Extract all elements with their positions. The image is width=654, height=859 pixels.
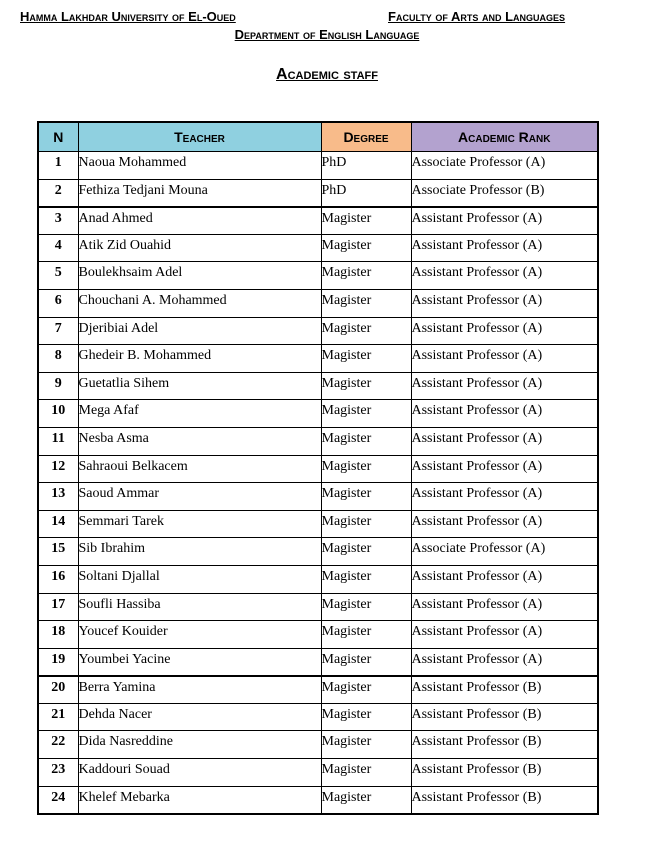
teacher-name: Khelef Mebarka: [78, 786, 321, 814]
row-number: 19: [38, 648, 78, 676]
table-row: [38, 621, 598, 649]
academic-rank-cell: Assistant Professor (A): [411, 400, 598, 428]
table-body: [38, 152, 598, 814]
row-number: 21: [38, 703, 78, 731]
row-number: 12: [38, 455, 78, 483]
row-number: 20: [38, 676, 78, 704]
row-number: 23: [38, 759, 78, 787]
row-number: 14: [38, 510, 78, 538]
table-row: [38, 427, 598, 455]
row-number: 10: [38, 400, 78, 428]
degree-cell: Magister: [321, 400, 411, 428]
table-row: [38, 400, 598, 428]
row-number: 22: [38, 731, 78, 759]
degree-cell: Magister: [321, 483, 411, 511]
academic-rank-cell: Assistant Professor (A): [411, 565, 598, 593]
university-name: Hamma Lakhdar University of El-Oued: [20, 9, 236, 24]
academic-rank-cell: Assistant Professor (B): [411, 786, 598, 814]
academic-rank-cell: Assistant Professor (B): [411, 759, 598, 787]
degree-cell: Magister: [321, 621, 411, 649]
academic-rank-cell: Assistant Professor (A): [411, 621, 598, 649]
degree-cell: Magister: [321, 731, 411, 759]
table-row: [38, 786, 598, 814]
teacher-name: Dida Nasreddine: [78, 731, 321, 759]
row-number: 15: [38, 538, 78, 566]
academic-rank-cell: Assistant Professor (A): [411, 372, 598, 400]
academic-rank-cell: Assistant Professor (A): [411, 317, 598, 345]
column-header-academic-rank: Academic Rank: [411, 122, 598, 152]
table-header-row: [38, 122, 598, 152]
academic-rank-cell: Assistant Professor (A): [411, 207, 598, 235]
row-number: 5: [38, 262, 78, 290]
academic-rank-cell: Associate Professor (B): [411, 179, 598, 207]
teacher-name: Djeribiai Adel: [78, 317, 321, 345]
row-number: 2: [38, 179, 78, 207]
table-row: [38, 152, 598, 180]
degree-cell: Magister: [321, 676, 411, 704]
row-number: 9: [38, 372, 78, 400]
degree-cell: Magister: [321, 510, 411, 538]
row-number: 8: [38, 345, 78, 373]
table-row: [38, 676, 598, 704]
column-header-n: N: [38, 122, 78, 152]
degree-cell: Magister: [321, 648, 411, 676]
academic-rank-cell: Assistant Professor (B): [411, 676, 598, 704]
academic-rank-cell: Assistant Professor (A): [411, 648, 598, 676]
page-title: Academic staff: [276, 66, 378, 83]
degree-cell: Magister: [321, 538, 411, 566]
degree-cell: Magister: [321, 786, 411, 814]
teacher-name: Soltani Djallal: [78, 565, 321, 593]
row-number: 3: [38, 207, 78, 235]
degree-cell: Magister: [321, 289, 411, 317]
teacher-name: Semmari Tarek: [78, 510, 321, 538]
teacher-name: Sib Ibrahim: [78, 538, 321, 566]
table-row: [38, 372, 598, 400]
row-number: 17: [38, 593, 78, 621]
academic-rank-cell: Assistant Professor (B): [411, 731, 598, 759]
degree-cell: Magister: [321, 262, 411, 290]
academic-rank-cell: Assistant Professor (A): [411, 593, 598, 621]
teacher-name: Youmbei Yacine: [78, 648, 321, 676]
teacher-name: Nesba Asma: [78, 427, 321, 455]
department-name: Department of English Language: [234, 27, 420, 42]
teacher-name: Saoud Ammar: [78, 483, 321, 511]
row-number: 13: [38, 483, 78, 511]
academic-rank-cell: Associate Professor (A): [411, 538, 598, 566]
degree-cell: Magister: [321, 372, 411, 400]
degree-cell: Magister: [321, 317, 411, 345]
table-row: [38, 317, 598, 345]
academic-rank-cell: Assistant Professor (A): [411, 455, 598, 483]
column-header-teacher: Teacher: [78, 122, 321, 152]
table-row: [38, 262, 598, 290]
staff-table: [37, 121, 599, 815]
table-row: [38, 648, 598, 676]
table-row: [38, 483, 598, 511]
table-row: [38, 731, 598, 759]
degree-cell: Magister: [321, 565, 411, 593]
row-number: 6: [38, 289, 78, 317]
academic-rank-cell: Assistant Professor (A): [411, 234, 598, 262]
table-row: [38, 759, 598, 787]
degree-cell: PhD: [321, 179, 411, 207]
table-row: [38, 565, 598, 593]
teacher-name: Fethiza Tedjani Mouna: [78, 179, 321, 207]
table-row: [38, 289, 598, 317]
teacher-name: Guetatlia Sihem: [78, 372, 321, 400]
academic-rank-cell: Assistant Professor (A): [411, 510, 598, 538]
table-row: [38, 179, 598, 207]
academic-rank-cell: Assistant Professor (B): [411, 703, 598, 731]
academic-rank-cell: Assistant Professor (A): [411, 345, 598, 373]
teacher-name: Atik Zid Ouahid: [78, 234, 321, 262]
table-row: [38, 538, 598, 566]
academic-rank-cell: Assistant Professor (A): [411, 289, 598, 317]
academic-rank-cell: Assistant Professor (A): [411, 427, 598, 455]
degree-cell: Magister: [321, 593, 411, 621]
column-header-degree: Degree: [321, 122, 411, 152]
row-number: 16: [38, 565, 78, 593]
row-number: 7: [38, 317, 78, 345]
academic-rank-cell: Assistant Professor (A): [411, 483, 598, 511]
teacher-name: Soufli Hassiba: [78, 593, 321, 621]
academic-rank-cell: Associate Professor (A): [411, 152, 598, 180]
degree-cell: Magister: [321, 234, 411, 262]
table-row: [38, 345, 598, 373]
teacher-name: Dehda Nacer: [78, 703, 321, 731]
teacher-name: Mega Afaf: [78, 400, 321, 428]
degree-cell: PhD: [321, 152, 411, 180]
table-row: [38, 455, 598, 483]
row-number: 11: [38, 427, 78, 455]
table-row: [38, 703, 598, 731]
degree-cell: Magister: [321, 427, 411, 455]
row-number: 24: [38, 786, 78, 814]
table-row: [38, 510, 598, 538]
teacher-name: Sahraoui Belkacem: [78, 455, 321, 483]
teacher-name: Anad Ahmed: [78, 207, 321, 235]
academic-rank-cell: Assistant Professor (A): [411, 262, 598, 290]
degree-cell: Magister: [321, 703, 411, 731]
degree-cell: Magister: [321, 455, 411, 483]
faculty-name: Faculty of Arts and Languages: [388, 9, 566, 24]
degree-cell: Magister: [321, 207, 411, 235]
table-row: [38, 207, 598, 235]
table-row: [38, 593, 598, 621]
teacher-name: Kaddouri Souad: [78, 759, 321, 787]
row-number: 4: [38, 234, 78, 262]
teacher-name: Chouchani A. Mohammed: [78, 289, 321, 317]
teacher-name: Berra Yamina: [78, 676, 321, 704]
teacher-name: Boulekhsaim Adel: [78, 262, 321, 290]
row-number: 18: [38, 621, 78, 649]
degree-cell: Magister: [321, 759, 411, 787]
teacher-name: Youcef Kouider: [78, 621, 321, 649]
table-row: [38, 234, 598, 262]
row-number: 1: [38, 152, 78, 180]
teacher-name: Ghedeir B. Mohammed: [78, 345, 321, 373]
teacher-name: Naoua Mohammed: [78, 152, 321, 180]
degree-cell: Magister: [321, 345, 411, 373]
